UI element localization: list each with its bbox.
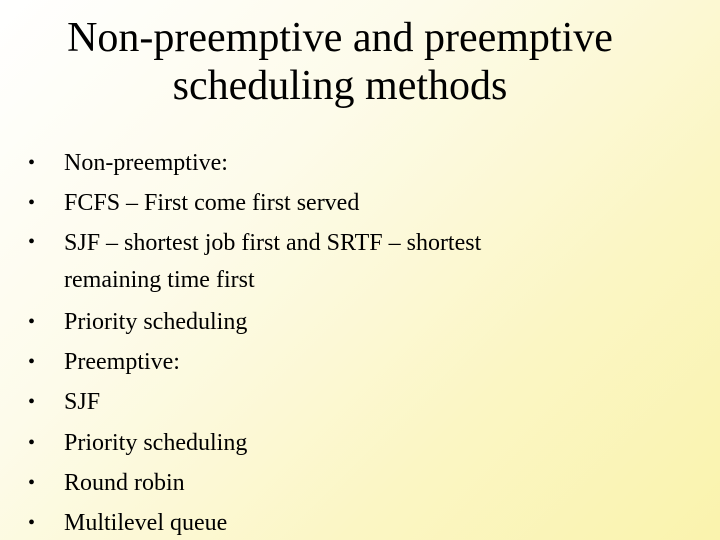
bullet-text: SJF	[64, 389, 101, 416]
bullet-icon: •	[28, 431, 36, 454]
bullet-item-preemptive	[28, 345, 688, 379]
bullet-icon: •	[28, 351, 36, 374]
bullet-item-sjf	[28, 385, 688, 419]
bullet-text: Priority scheduling	[64, 308, 248, 335]
slide-title	[0, 14, 680, 110]
bullet-icon: •	[28, 391, 36, 414]
bullet-list	[28, 146, 688, 540]
bullet-item-priority	[28, 305, 688, 339]
bullet-item-multilevel-queue	[28, 506, 688, 540]
bullet-icon: •	[28, 472, 36, 495]
bullet-text: Preemptive:	[64, 349, 180, 376]
bullet-item-fcfs	[28, 186, 688, 220]
bullet-icon: •	[28, 152, 36, 174]
bullet-text: SJF – shortest job first and SRTF – shortest remaining time first	[64, 229, 482, 293]
slide-title-line-1: Non-preemptive and preemptive	[67, 15, 613, 61]
bullet-text: Round robin	[64, 470, 185, 497]
bullet-text: FCFS – First come first served	[64, 190, 360, 217]
bullet-text: Priority scheduling	[64, 429, 248, 456]
bullet-item-sjf-srtf	[28, 225, 688, 299]
bullet-text: Non-preemptive:	[64, 150, 228, 176]
bullet-icon: •	[28, 310, 36, 333]
bullet-item-non-preemptive	[28, 146, 688, 180]
bullet-text: Multilevel queue	[64, 510, 228, 537]
bullet-icon: •	[28, 192, 36, 215]
bullet-item-round-robin	[28, 466, 688, 500]
slide-title-line-2: scheduling methods	[172, 63, 508, 109]
bullet-icon: •	[28, 230, 36, 253]
bullet-item-priority-preemptive	[28, 426, 688, 460]
bullet-icon: •	[28, 512, 36, 535]
